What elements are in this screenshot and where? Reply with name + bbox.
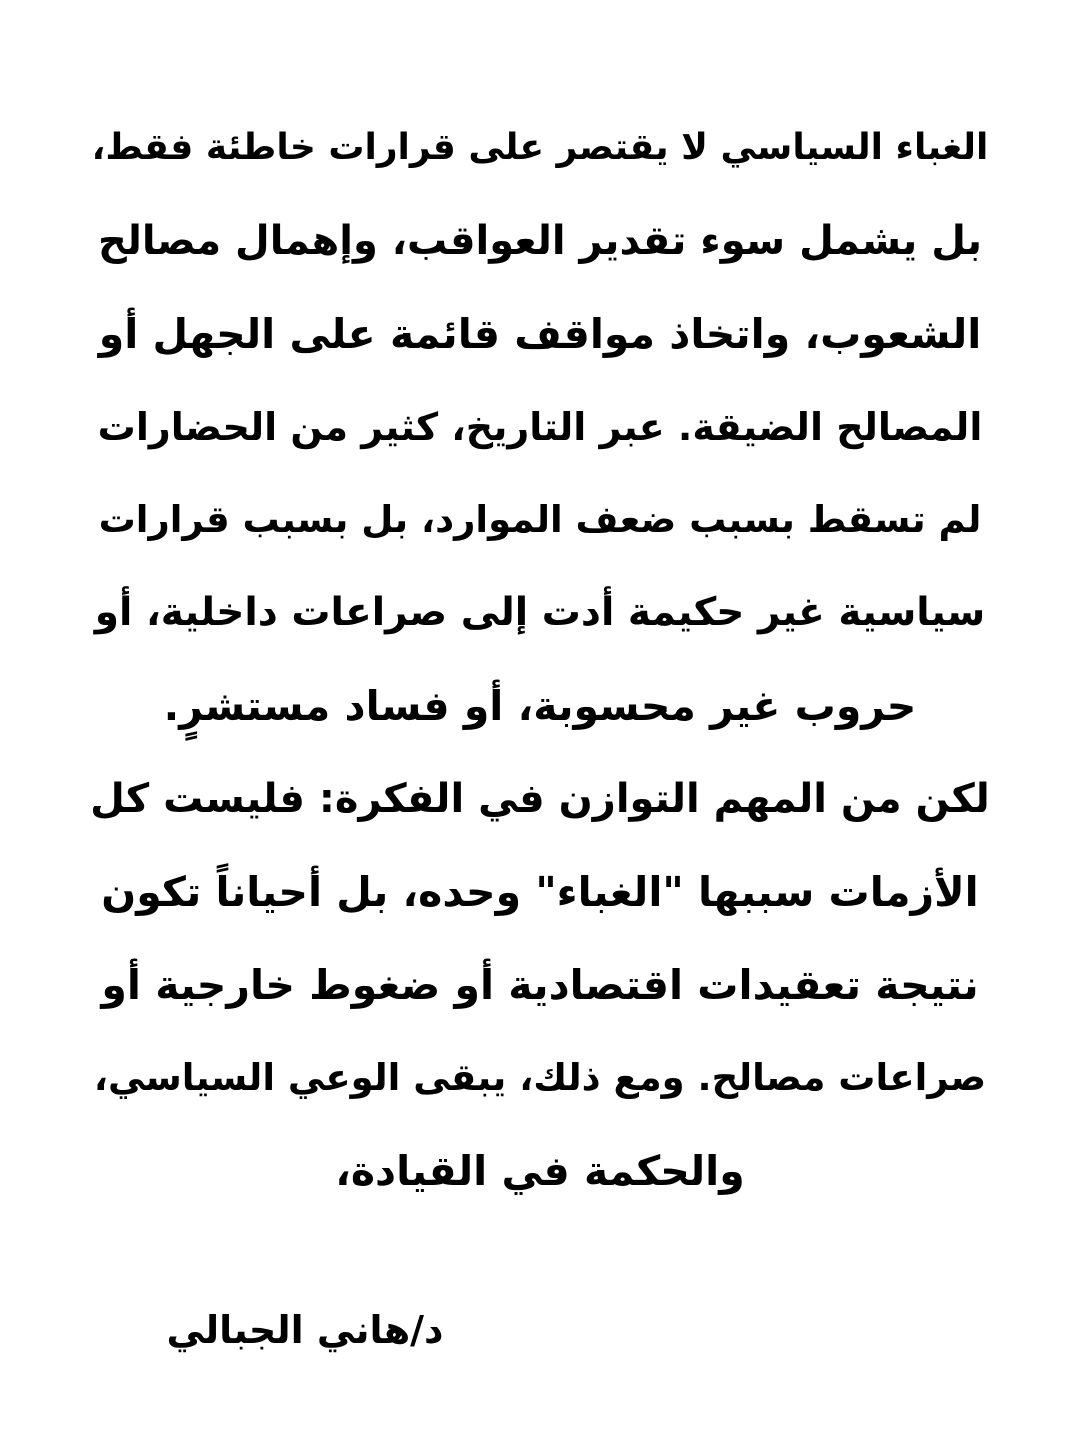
author-signature: د/هاني الجبالي: [166, 1308, 444, 1352]
article-line-6: سياسية غير حكيمة أدت إلى صراعات داخلية، أو: [94, 590, 986, 635]
article-line-9: الأزمات سببها "الغباء" وحده، بل أحياناً تكون: [101, 868, 979, 916]
article-line-3: الشعوب، واتخاذ مواقف قائمة على الجهل أو: [98, 310, 982, 358]
article-line-8: لكن من المهم التوازن في الفكرة: فليست كل: [90, 776, 990, 822]
article-line-1: الغباء السياسي لا يقتصر على قرارات خاطئة فقط،: [91, 127, 989, 168]
article-line-12: والحكمة في القيادة،: [335, 1147, 745, 1195]
article-line-5: لم تسقط بسبب ضعف الموارد، بل بسبب قرارات: [98, 498, 982, 541]
article-body: [90, 112, 990, 1228]
article-line-11: صراعات مصالح. ومع ذلك، يبقى الوعي السياسي،: [93, 1056, 987, 1099]
article-line-10: نتيجة تعقيدات اقتصادية أو ضغوط خارجية أو: [101, 961, 979, 1009]
article-line-4: المصالح الضيقة. عبر التاريخ، كثير من الحضارات: [97, 405, 983, 449]
article-line-2: بل يشمل سوء تقدير العواقب، وإهمال مصالح: [98, 218, 982, 264]
article-line-7: حروب غير محسوبة، أو فساد مستشرٍ.: [163, 682, 917, 730]
